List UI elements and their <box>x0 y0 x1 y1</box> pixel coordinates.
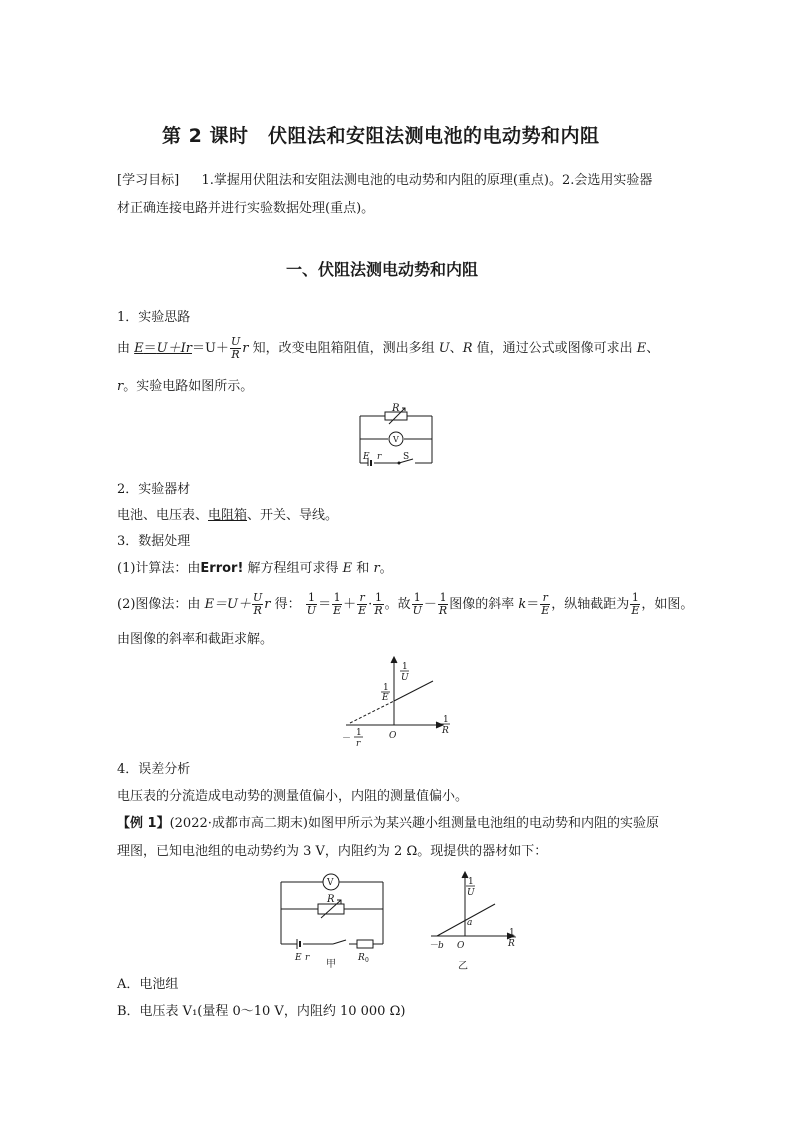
fraction-num: 1 <box>412 592 423 605</box>
objectives-tag: [学习目标] <box>117 173 180 188</box>
example1-line1 <box>117 815 659 833</box>
var-r: r <box>373 561 380 576</box>
option-b: B．电压表 V₁(量程 0～10 V，内阻约 10 000 Ω) <box>117 1004 406 1019</box>
fraction-den: R <box>253 604 262 617</box>
example-tag: 【例 1】 <box>117 816 170 831</box>
fraction-num: U <box>253 591 263 604</box>
resistor-label: R <box>392 403 400 414</box>
graph-1 <box>338 653 458 749</box>
graph2-x-den: R <box>508 939 515 949</box>
text-span: ，纵轴截距为 <box>551 597 630 612</box>
resistor-label: R <box>327 894 335 905</box>
graph1-origin: O <box>389 731 397 741</box>
fraction <box>332 592 342 617</box>
fraction-num: 1 <box>333 591 341 604</box>
text-span: (1)计算法：由 <box>117 561 201 576</box>
var-r: r <box>242 341 249 356</box>
figure-caption-jia: 甲 <box>326 959 336 970</box>
emf-label: E <box>363 452 370 462</box>
fraction-den: R <box>231 348 240 361</box>
text-span: 。故 <box>384 597 411 612</box>
fraction-den: U <box>412 604 422 617</box>
item3-calc <box>117 560 393 578</box>
item3-heading: 3．数据处理 <box>117 534 191 549</box>
item3-line3: 由图像的斜率和截距求解。 <box>117 632 274 647</box>
text-span: ＝ <box>143 341 157 356</box>
graph1-neg-sign: － <box>342 734 352 744</box>
formula-span: E＝U＋ <box>204 597 252 612</box>
var-E: E <box>134 341 144 356</box>
graph1-y-den: U <box>401 673 409 683</box>
item1-line2 <box>117 378 253 396</box>
graph1-neg-num: 1 <box>356 728 362 738</box>
graph2-a-label: a <box>467 918 473 928</box>
graph2-y-den: U <box>467 888 475 898</box>
var-E: E <box>342 561 353 576</box>
switch-label: S <box>403 452 410 462</box>
fraction <box>306 592 317 617</box>
circuit-diagram-2 <box>273 866 391 970</box>
text-span: 和 <box>352 561 374 576</box>
option-a: A．电池组 <box>117 977 179 992</box>
var-R: R <box>462 341 473 356</box>
graph2-origin: O <box>457 941 465 951</box>
item2-heading: 2．实验器材 <box>117 482 191 497</box>
graph1-x-den: R <box>442 726 449 736</box>
fraction-den: R <box>438 604 448 617</box>
item1-line1 <box>117 336 659 361</box>
text-span: 。实验电路如图所示。 <box>123 379 254 394</box>
fraction <box>412 592 423 617</box>
text-span: (2)图像法：由 <box>117 597 205 612</box>
error-text: Error! <box>200 561 244 576</box>
item2-text <box>117 507 338 525</box>
example1-line2: 理图，已知电池组的电动势约为 3 V，内阻约为 2 Ω。现提供的器材如下： <box>117 844 548 859</box>
figure-caption-yi: 乙 <box>458 961 468 972</box>
text-span: (2022·成都市高二期末)如图甲所示为某兴趣小组测量电池组的电动势和内阻的实验原 <box>169 816 659 831</box>
fraction-den: U <box>306 604 317 617</box>
fraction <box>438 592 448 617</box>
text-span: 、 <box>646 341 660 356</box>
item4-heading: 4．误差分析 <box>117 762 191 777</box>
text-span: 。 <box>379 561 393 576</box>
graph1-int-num: 1 <box>383 683 389 693</box>
item1-heading: 1．实验思路 <box>117 310 191 325</box>
formula-span: U＋Ir <box>156 341 192 356</box>
page-title: 第 2 课时 伏阻法和安阻法测电池的电动势和内阻 <box>162 125 600 147</box>
item4-text: 电压表的分流造成电动势的测量值偏小，内阻的测量值偏小。 <box>117 789 469 804</box>
item3-graph-method <box>117 592 693 617</box>
underlined-term: 电阻箱 <box>208 508 248 523</box>
fraction <box>373 592 383 617</box>
fraction-den: E <box>541 604 550 617</box>
text-span: 解方程组可求得 <box>243 561 343 576</box>
var-r: r <box>117 379 124 394</box>
text-span: 值，通过公式或图像可求出 <box>472 341 637 356</box>
graph1-neg-den: r <box>356 739 361 749</box>
voltmeter-label: V <box>393 435 399 444</box>
graph-2 <box>425 868 525 972</box>
r0-subscript: 0 <box>365 957 369 964</box>
text-span: · <box>368 597 373 612</box>
fraction-den: E <box>631 604 640 617</box>
graph1-int-den: E <box>382 693 389 703</box>
voltmeter-label: V <box>327 878 334 888</box>
internal-r-label: r <box>377 452 382 462</box>
text-span: ，如图。 <box>641 597 694 612</box>
fraction <box>630 592 640 617</box>
text-span: 知，改变电阻箱阻值，测出多组 <box>248 341 439 356</box>
var-r: r <box>264 597 271 612</box>
fraction-num: 1 <box>439 591 447 604</box>
graph1-x-num: 1 <box>443 715 449 725</box>
section-heading: 一、伏阻法测电动势和内阻 <box>286 260 479 279</box>
var-E: E <box>636 341 647 356</box>
text-span: ＝ <box>318 597 332 612</box>
fraction-den: E <box>358 604 367 617</box>
var-U: U <box>438 341 450 356</box>
fraction-den: E <box>333 604 342 617</box>
fraction-num: r <box>540 592 550 605</box>
emf-label: E <box>295 953 302 963</box>
fraction-den: R <box>374 604 383 617</box>
fraction-num: r <box>357 592 367 605</box>
graph2-neg-b: －b <box>429 941 444 951</box>
circuit-diagram-1 <box>355 402 437 466</box>
var-k: k <box>518 597 527 612</box>
text-span: 得： <box>270 597 301 612</box>
graph1-y-num: 1 <box>402 662 408 672</box>
fraction <box>540 592 550 617</box>
objectives-line1: 1.掌握用伏阻法和安阻法测电池的电动势和内阻的原理(重点)。2.会选用实验器 <box>201 173 653 188</box>
fraction-num: U <box>230 335 241 348</box>
text-span: ＝ <box>526 597 540 612</box>
text-span: － <box>423 597 437 612</box>
fraction-num: 1 <box>631 591 639 604</box>
internal-r-label: r <box>305 953 310 963</box>
text-span: 由 <box>117 341 135 356</box>
objectives-line2: 材正确连接电路并进行实验数据处理(重点)。 <box>117 201 375 216</box>
text-span: ＋ <box>343 597 357 612</box>
fraction-num: 1 <box>374 591 382 604</box>
fraction <box>230 336 241 361</box>
graph2-x-num: 1 <box>509 928 515 938</box>
r0-label: R <box>358 953 365 963</box>
text-span: 图像的斜率 <box>449 597 519 612</box>
text-span: 电池、电压表、 <box>117 508 209 523</box>
learning-objectives <box>117 172 652 190</box>
formula-span: ＝U＋ <box>191 341 229 356</box>
text-span: 、 <box>449 341 463 356</box>
text-span: 、开关、导线。 <box>247 508 339 523</box>
graph2-y-num: 1 <box>468 877 474 887</box>
fraction <box>252 592 263 617</box>
fraction-num: 1 <box>306 592 317 605</box>
fraction <box>357 592 367 617</box>
